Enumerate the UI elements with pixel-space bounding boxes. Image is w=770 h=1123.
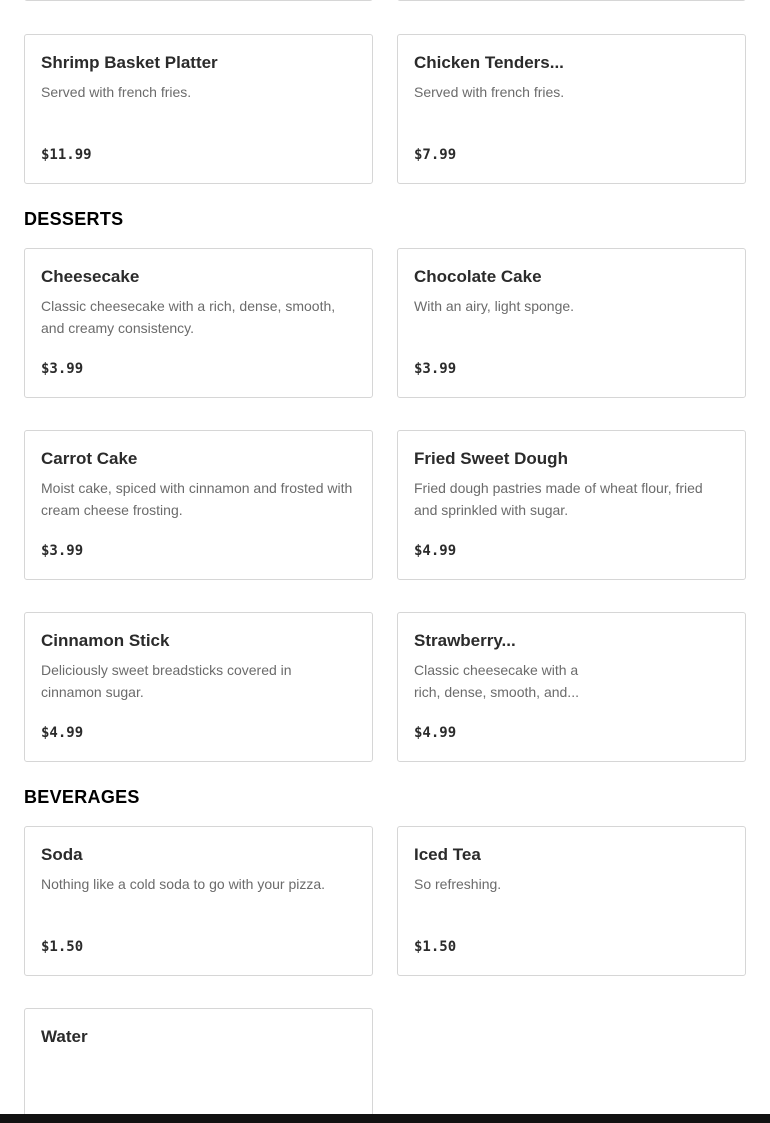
item-price: $3.99 xyxy=(41,543,84,559)
item-description: Served with french fries. xyxy=(41,84,192,100)
item-price: $1.50 xyxy=(414,939,457,955)
menu-item-card-cutoff-right[interactable] xyxy=(397,0,746,1)
item-description: So refreshing. xyxy=(414,876,502,892)
menu-item-card-fried-sweet-dough[interactable] xyxy=(397,430,746,580)
item-name: Soda xyxy=(41,845,83,864)
item-name: Fried Sweet Dough xyxy=(414,449,568,468)
item-name: Iced Tea xyxy=(414,845,481,864)
item-name: Chicken Tenders... xyxy=(414,53,564,72)
item-description: Deliciously sweet breadsticks covered in cinnamon sugar. xyxy=(41,662,292,700)
menu-item-card-cinnamon-stick[interactable] xyxy=(24,612,373,762)
item-name: Cinnamon Stick xyxy=(41,631,170,650)
item-price: $4.99 xyxy=(414,725,457,741)
item-name: Carrot Cake xyxy=(41,449,138,468)
menu-item-card-chicken-tenders[interactable] xyxy=(397,34,746,184)
item-description: Served with french fries. xyxy=(414,84,565,100)
item-description: Classic cheesecake with a rich, dense, smooth, and... xyxy=(414,662,579,700)
item-price: $7.99 xyxy=(414,147,457,163)
item-name: Strawberry... xyxy=(414,631,516,650)
bottom-bar xyxy=(0,1114,770,1123)
item-price: $3.99 xyxy=(41,361,84,377)
item-price: $3.99 xyxy=(414,361,457,377)
menu-item-card-iced-tea[interactable] xyxy=(397,826,746,976)
item-description: Fried dough pastries made of wheat flour, fried and sprinkled with sugar. xyxy=(414,480,703,518)
section-title-desserts: DESSERTS xyxy=(24,209,124,229)
item-price: $4.99 xyxy=(414,543,457,559)
menu-item-card-chocolate-cake[interactable] xyxy=(397,248,746,398)
item-name: Cheesecake xyxy=(41,267,140,286)
item-description: Moist cake, spiced with cinnamon and frosted with cream cheese frosting. xyxy=(41,480,353,518)
item-description: Nothing like a cold soda to go with your pizza. xyxy=(41,876,326,892)
item-name: Water xyxy=(41,1027,88,1046)
menu-item-card-strawberry[interactable] xyxy=(397,612,746,762)
menu-item-card-carrot-cake[interactable] xyxy=(24,430,373,580)
item-name: Shrimp Basket Platter xyxy=(41,53,218,72)
item-price: $1.50 xyxy=(41,939,84,955)
item-description: Classic cheesecake with a rich, dense, smooth, and creamy consistency. xyxy=(41,298,336,336)
menu-item-card-water[interactable] xyxy=(24,1008,373,1123)
menu-item-card-cutoff-left[interactable] xyxy=(24,0,373,1)
menu-item-card-soda[interactable] xyxy=(24,826,373,976)
section-title-beverages: BEVERAGES xyxy=(24,787,140,807)
menu-item-card-cheesecake[interactable] xyxy=(24,248,373,398)
item-price: $4.99 xyxy=(41,725,84,741)
item-price: $11.99 xyxy=(41,147,92,163)
menu-item-card-shrimp-basket[interactable] xyxy=(24,34,373,184)
item-name: Chocolate Cake xyxy=(414,267,542,286)
item-description: With an airy, light sponge. xyxy=(414,298,575,314)
